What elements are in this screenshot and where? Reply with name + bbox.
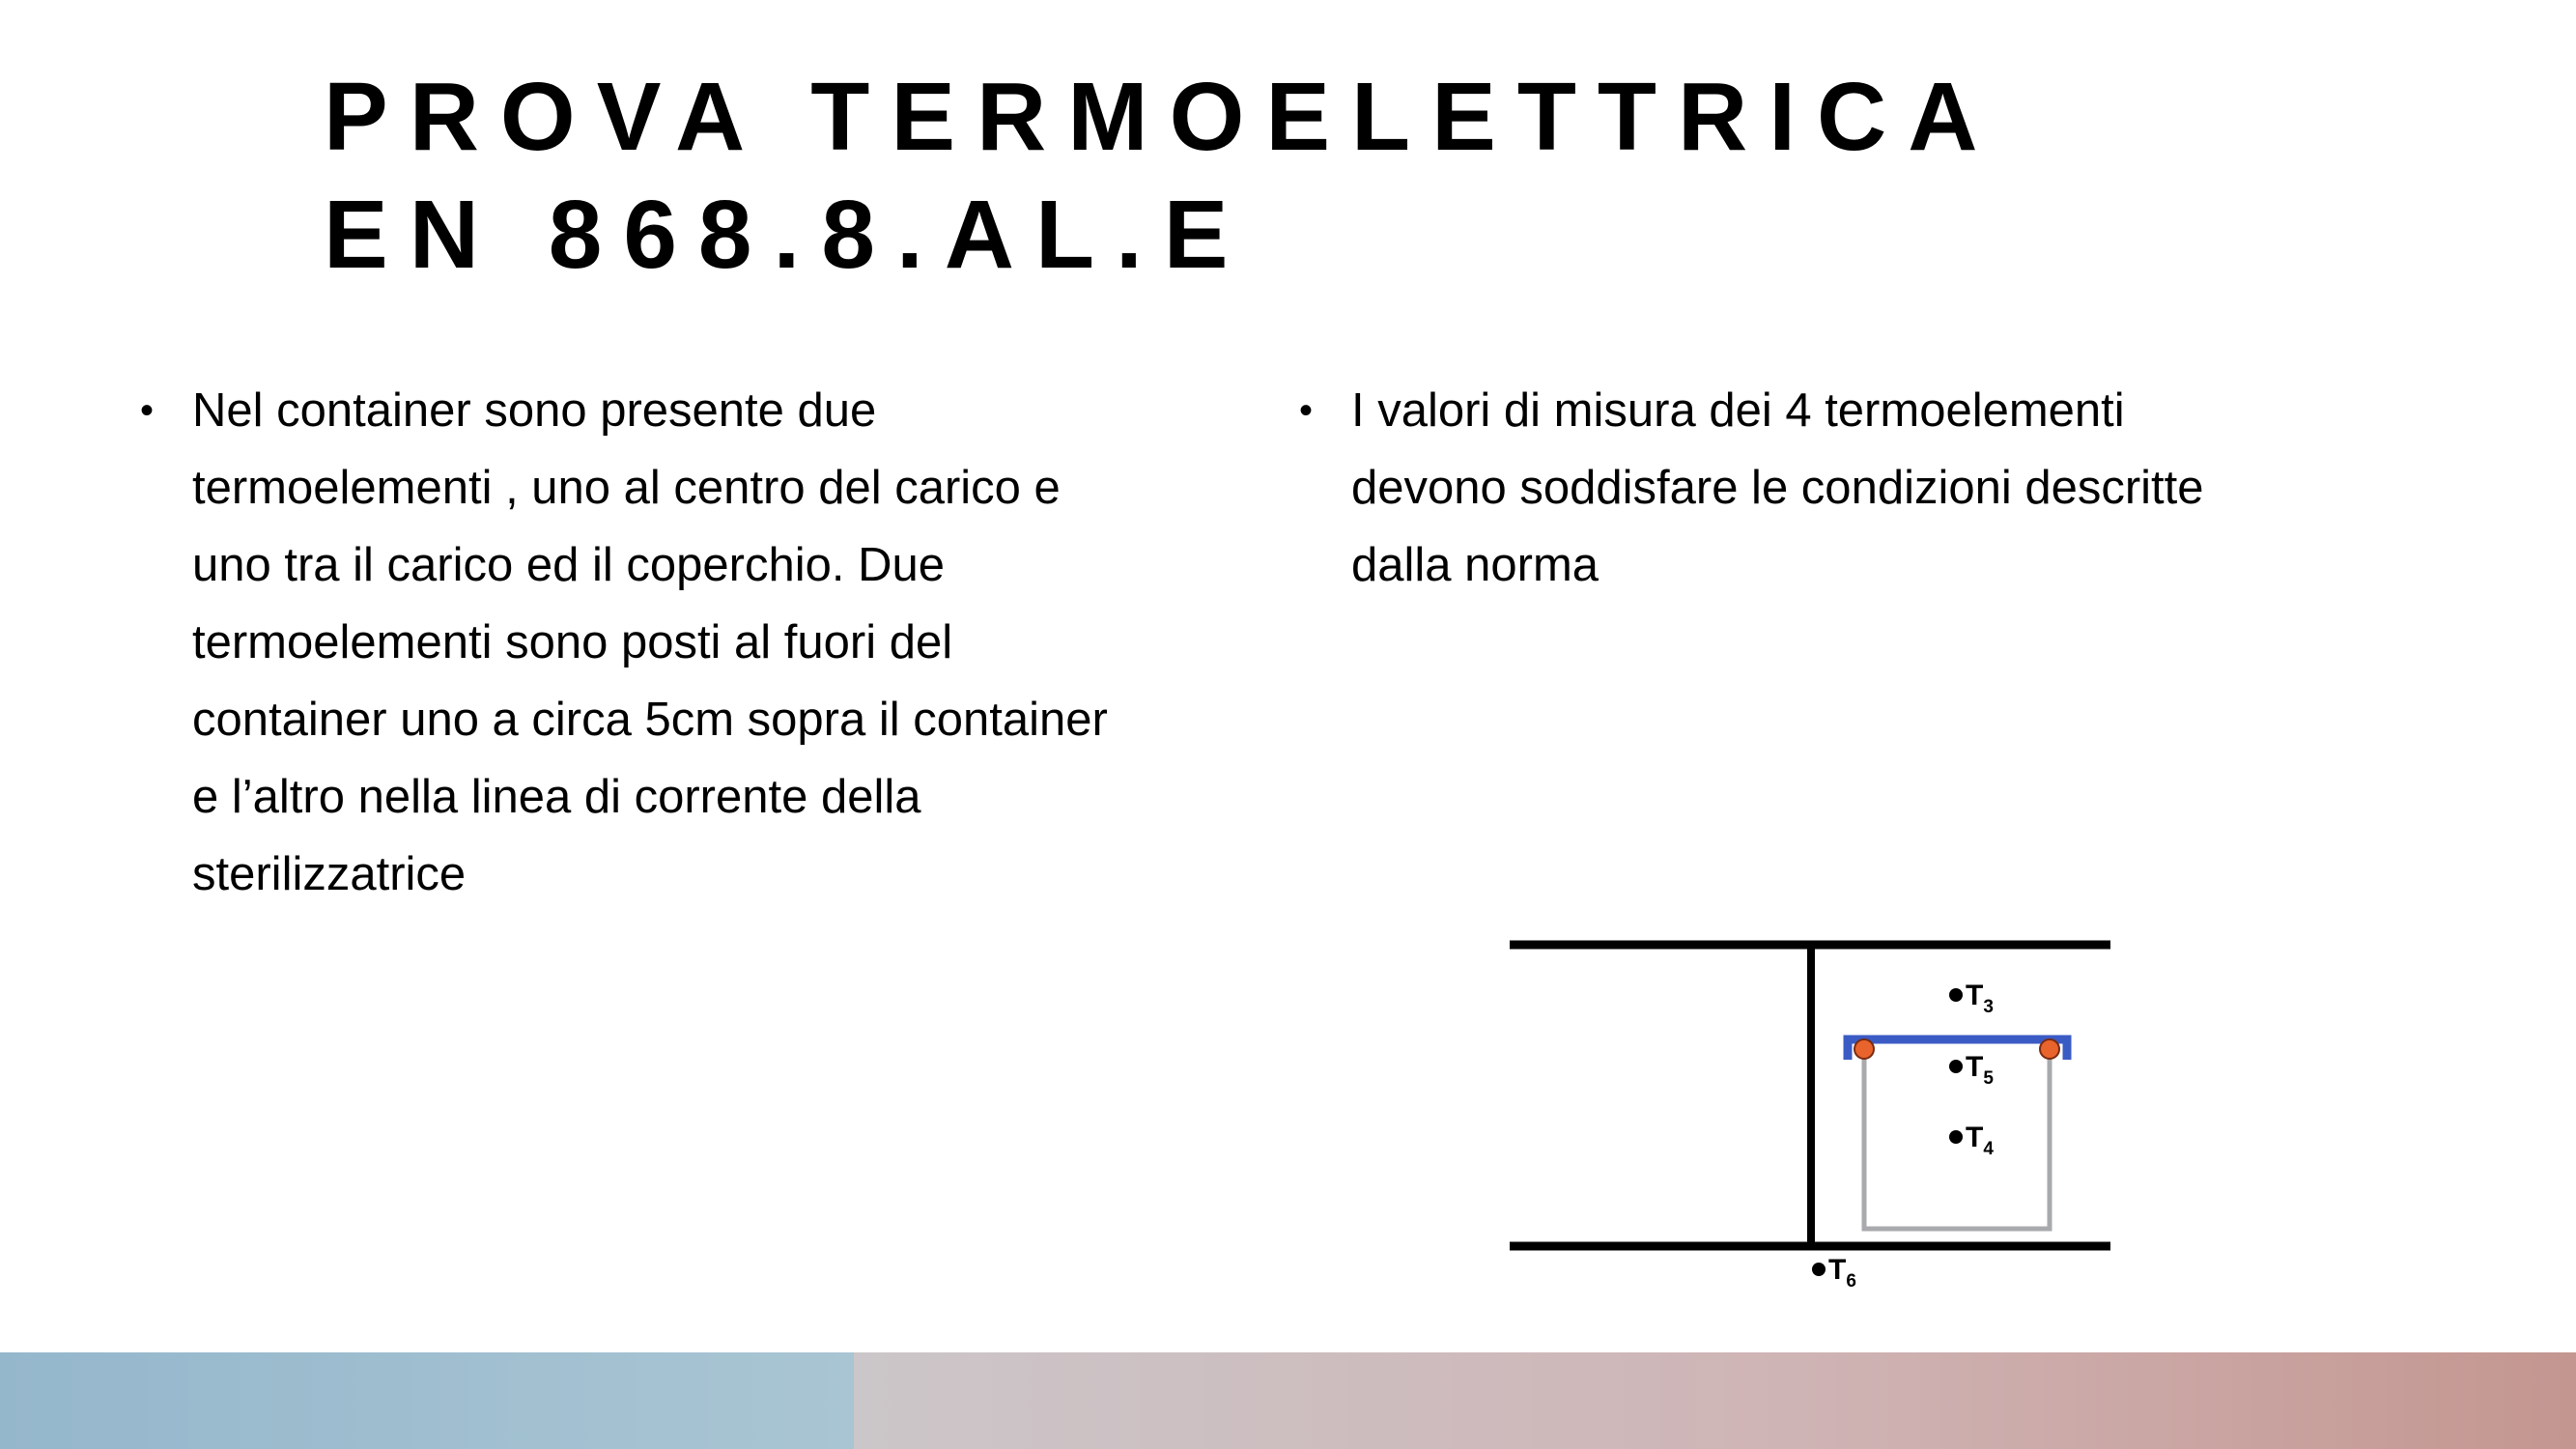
title-line-1: PROVA TERMOELETTRICA <box>324 63 1999 171</box>
t4-label-sub: 4 <box>1983 1139 1994 1159</box>
t5-point <box>1949 1060 1963 1073</box>
t5-label <box>1966 1051 1994 1089</box>
right-bullet-item <box>1299 372 2246 604</box>
bullet-icon: • <box>1299 389 1314 432</box>
t4-label-base: T <box>1966 1122 1984 1153</box>
t6-label-sub: 6 <box>1846 1271 1856 1292</box>
left-bullet-list <box>140 372 1116 913</box>
left-bullet-item <box>140 372 1116 913</box>
t3-point <box>1949 988 1963 1002</box>
left-bullet-text: Nel container sono presente due termoelementi , uno al centro del carico e uno tra il carico ed il coperchio. Due termoelementi sono posti al fuori del container uno a circa 5cm sopra il container e l’altro nella linea di corrente della sterilizzatrice <box>192 384 1108 900</box>
t5-label-sub: 5 <box>1983 1068 1994 1089</box>
t3-label-base: T <box>1966 980 1984 1011</box>
left-clip-icon <box>1854 1039 1874 1059</box>
t6-point <box>1812 1263 1826 1276</box>
container-lid <box>1848 1039 2067 1060</box>
thermocouple-diagram <box>1483 927 2120 1294</box>
t4-point <box>1949 1130 1963 1144</box>
bottom-band-left <box>0 1352 854 1449</box>
t6-label-base: T <box>1828 1254 1847 1286</box>
title-line-2: EN 868.8.AL.E <box>324 181 1250 289</box>
right-clip-icon <box>2040 1039 2059 1059</box>
t6-label <box>1828 1254 1856 1292</box>
t3-label-sub: 3 <box>1983 997 1994 1017</box>
slide-title <box>324 58 2159 294</box>
bottom-band-right <box>854 1352 2576 1449</box>
t3-label <box>1966 980 1994 1017</box>
right-bullet-text: I valori di misura dei 4 termoelementi devono soddisfare le condizioni descritte dalla norma <box>1351 384 2204 591</box>
t5-label-base: T <box>1966 1051 1984 1083</box>
t4-label <box>1966 1122 1994 1159</box>
right-bullet-list <box>1299 372 2246 604</box>
bullet-icon: • <box>140 389 155 432</box>
